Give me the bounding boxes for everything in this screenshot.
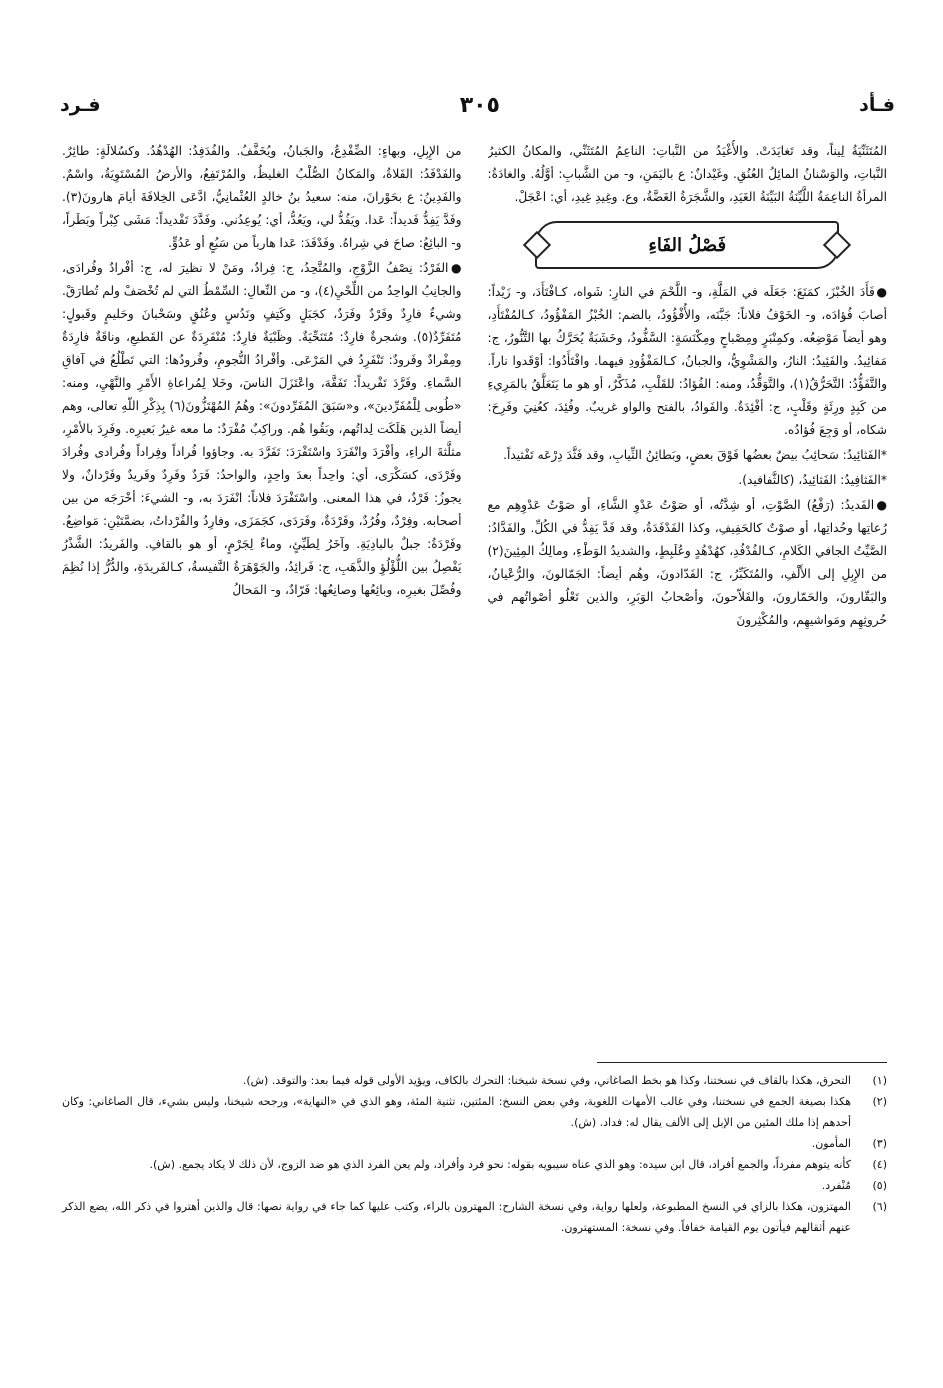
footnote	[62, 1070, 887, 1091]
footnote-divider	[597, 1062, 887, 1063]
page-number: ٣٠٥	[459, 92, 500, 118]
text-columns	[62, 140, 887, 1050]
entry-fard: ●الفَرْدُ: نِصْفُ الزَّوْجِ، والمُتَّحِدُ، ج: فِرادٌ، ومَنْ لا نظيرَ له، ج: أفْرادٌ وفُرادَى، والجانِبُ الواحِدُ من اللِّحْيِ(٤)، و- من النِّعالِ: السِّمْطُ التي لم تُخْصَفْ ولم تُطارَقْ. وشيءٌ فارِدٌ وفَرْدٌ وفَرَدٌ، كجَبَلٍ وكَتِفٍ ونَدُسٍ وعُنُقٍ وسَحْبانَ وحَليمٍ وقَبولٍ: مُتَفَرِّدٌ(٥). وشجرةٌ فارِدٌ: مُتَنَحِّيَةٌ. وظَبْيَةٌ فارِدٌ: مُنْفَرِدَةٌ عن القَطيعِ، وناقَةٌ فارِدَةٌ ومِفْرادٌ وفَرودٌ: تَنْفَرِدُ في المَرْعَى. وأفْرادُ النُّجومِ، وفُرودُها: التي تَطْلُعُ في آفاقِ السَّماءِ. وفَرَّدَ تَفْريداً: تَفَقَّهَ، واعْتَزَلَ الناسَ، وخَلا لِمُراعاةِ الأَمْرِ والنَّهْيِ، ومنه: «طُوبى لِلْمُفَرِّدينَ»، و«سَبَقَ المُفَرِّدونَ»: وهُمُ المُهْتَزُّونَ(٦) بِذِكْرِ اللّهِ تعالى، وهم أيضاً الذين هَلَكَت لِداتُهم، وبَقُوا هُم. وراكِبٌ مُفْرَدٌ: ما معه غيرُ بَعيرِه. وفَرِدَ بالأمْرِ، مثلَّثةَ الراءِ، وأفْرَدَ وانْفَرَدَ واسْتَفْرَدَ: تَفَرَّدَ به. وجاؤوا فُراداً وفِراداً وفُرادى وفُرادَ وفَرْدَى، كسَكْرَى، أي: واحِداً بعدَ واحِدٍ، والواحدُ: فَرَدٌ وفَرِدٌ وفَريدٌ وفَرْدانٌ، ولا يجوزُ: فَرْدٌ، في هذا المعنى. واسْتَفْرَدَ فلاناً: انْفَرَدَ به، و- الشيءَ: أخْرَجَه من بين أصحابه. وفِرْدٌ، وفُرُدٌ، وفَرْدَةٌ، وفَرَدَى، كجَمَزَى، وفارِدُ والفُرْداتُ، بضمَّتَيْنِ: مَواضِعُ. وفَرْدَةُ: جبلٌ بالبادِيَةِ. وآخَرُ لِطَيِّئٍ، وماءٌ لِجَرْمٍ، أو هو بالقافِ. والفَريدُ: الشَّذْرُ يَفْصِلُ بين اللُّؤْلُؤِ والذَّهَبِ، ج: فَرائِدُ، والجَوْهَرَةُ النَّفيسةُ، كـالفَريدَةِ، والدُّرُّ إذا نُظِمَ وفُصِّلَ بغيرِه، وبائِعُها وصانِعُها: فَرّادٌ، و- المَحالُ	[62, 261, 462, 597]
footnote-number: (٤)	[872, 1158, 887, 1171]
footnote-number: (٥)	[872, 1179, 887, 1192]
footnote	[62, 1175, 887, 1196]
footnote	[62, 1196, 887, 1238]
left-column	[62, 140, 462, 1050]
footnotes	[62, 1070, 887, 1238]
entry-fathafid: *الفَثافِيدُ: الفَثائِيدُ، (كالثَّفافيد).	[738, 473, 887, 487]
header-root-left: فـرد	[60, 94, 101, 116]
right-column-intro: المُتَثَنِّيَةُ لِيناً، وقد تَغايَدَتْ. والأُغْيَدُ من النَّباتِ: الناعِمُ المُتَثَنِّي، والمكانُ الكثيرُ النَّباتِ، والوَسْنانُ المائِلُ العُنُقِ. وغَيْدانٌ: ع باليَمَنِ، و- من الشَّبابِ: أوَّلُهُ. والغادَةُ: المرأةُ الناعِمَةُ اللَّيِّنَةُ البَيِّنَةُ الغَيَدِ، والشَّجَرَةُ الغَضَّةُ، وع. وغِيدِ غِيدِ، أي: اعْجَلْ.	[487, 144, 887, 204]
section-title: فَصْلُ الفَاءِ	[648, 234, 727, 256]
entry-fathaid: *الفَثائِيدُ: سَحائِبُ بيضٌ بعضُها فَوْقَ بعضٍ، وبَطائِنُ الثِّيابِ، وقد فَثَّدَ دِرْعَه تَفْثيداً.	[503, 448, 887, 462]
footnote-text: المهتزون، هكذا بالزاي في النسخ المطبوعة، ولعلها رواية، وفي نسخة الشارح: المهترون بالراء، وكتب عليها كما جاء في رواية نصها: قال والذين أهتروا في ذكر الله، يضع الذكر عنهم أثقالهم فيأتون يوم القيامة خفافاً. وفي نسخة: المستهترون.	[62, 1200, 851, 1234]
footnote	[62, 1091, 887, 1133]
entry-fadid: ●الفَديدُ: (رَفْعُ) الصَّوْتِ، أو شِدَّتُه، أو صَوْتُ عَدْوِ الشَّاءِ، أو صَوْتُ عَدْوِهِم مع رُعاتِها وحُداتِها، أو صوْتٌ كالحَفِيفِ، وكذا الفَدْفَدَةُ، وقد فَدَّ يَفِدُّ في الكُلِّ. والفَدَّادُ: الصَّيِّتُ الجافي الكَلامِ، كـالفُدْفُدِ، كهُدْهُدٍ وعُلَبِطٍ، والشديدُ الوَطْءِ، ومالِكُ المِئِينَ(٢) من الإِبِلِ إلى الأَلْفِ، والمُتَكَبِّرُ، ج: الفَدّادونَ، وهُم أيضاً: الجَمّالونَ، والرُّعْيانُ، والبَقّارونَ، والحَمّارونَ، والفَلاّحونَ، وأصْحابُ الوَبَرِ، والذين تَعْلُو أصْواتُهم في حُروثِهِم ومَواشيهِم، والمُكْثِرونَ	[487, 498, 887, 627]
footnote-text: مُنْفرد.	[821, 1179, 851, 1192]
footnote-number: (٢)	[872, 1095, 887, 1108]
footnote-number: (٦)	[872, 1200, 887, 1213]
footnote-number: (٣)	[872, 1137, 887, 1150]
left-column-intro: من الإِبِلِ، وبهاءٍ: الضِّفْدِعُ، والجَبانُ، ويُخَفَّفُ. والفُدَفِدُ: الهُدْهُدُ. وكسُلالَةٍ: طائِرٌ. والفَدْفَدُ: الفَلاةُ، والمَكانُ الصُّلْبُ الغليظُ، والمُرْتَفِعُ، والأرضُ المُسْتَوِيَةُ، واسْمٌ. والفَدِينُ: ع بحَوْرانَ، منه: سعيدُ بنُ خالدٍ العُثْمانِيُّ، ادَّعَى الخِلافَةَ أيامَ هارونَ(٣). وفَدَّ يَفِدُّ فَديداً: عَدا. ويَفُدُّ لي، ويَعُدُّ، أي: يُوعِدُني. وفَدَّدَ تَفْديداً: مَشَى كِبْراً وبَطَراً، و- البائِعُ: صاحَ في شِراهُ. وفَدْفَدَ: عَدا هارباً من سَبُعٍ أو عَدُوٍّ.	[62, 144, 462, 250]
footnote-text: هكذا بصيغة الجمع في نسختنا، وفي غالب الأمهات اللغوية، وفي بعض النسخ: المئتين، تثنية المئة، وهو الذي في «النهاية»، ورجحه شيخنا، وليس بشيء، قال الصاغاني: وكان أحدهم إذا ملك المئين من الإبل إلى الألف يقال له: فداد. (ش).	[62, 1095, 851, 1129]
footnote	[62, 1154, 887, 1175]
footnote-text: المأمون.	[811, 1137, 851, 1150]
footnote-text: التحرق، هكذا بالقاف في نسختنا، وكذا هو بخط الصاغاني، وفي نسخة شيخنا: التحرك بالكاف، ويؤيد الأولى قوله فيما بعد: والتوقد. (ش).	[242, 1074, 851, 1087]
page-header	[60, 88, 895, 122]
entry-faad: ●فَأَدَ الخُبْزَ، كمَنَعَ: جَعَلَه في المَلَّةِ، و- اللَّحْمَ في النارِ: شَواه، كـافْتَأَدَ، و- زَيْداً: أصابَ فُؤادَه، و- الخَوْفُ فلاناً: جَبَّنَه، والأُفْؤُودُ، بالضم: الخُبْزُ المَفْؤُودُ، كـالمُفْتَأَدِ، وهو أيضاً مَوْضِعُه. وكمِنْبَرٍ ومِصْباحٍ ومِكْنَسَةٍ: السَّفُّودُ، وخَشَبَةٌ يُحَرَّكُ بها التَّنُّورُ، ج: مَفائِيدُ. والفَئِيدُ: النارُ، والمَشْوِيُّ، والجبانُ، كـالمَفْؤُودِ فيهما. وافْتَأَدُوا: أوْقَدوا ناراً. والتَّفَؤُّدُ: التَّحَرُّقُ(١)، والتَّوَقُّدُ، ومنه: الفُؤادُ: للقَلْبِ، مُذَكَّرٌ، أو هو ما يَتَعَلَّقُ بالمَرِيءِ من كَبِدٍ ورِئَةٍ وقَلْبٍ، ج: أفْئِدَةٌ. والفَوادُ، بالفتح والواو غريبٌ. وفُئِدَ، كعُنِيَ وفَرِحَ: شكاه، أو وَجِعَ فُؤادُه.	[487, 285, 887, 437]
footnote-number: (١)	[872, 1074, 887, 1087]
right-column	[488, 140, 888, 1050]
header-root-right: فـأد	[859, 94, 895, 116]
section-title-box	[535, 221, 839, 269]
footnote	[62, 1133, 887, 1154]
footnote-text: كأنه يتوهم مفرداً، والجمع أفراد، قال ابن سيده: وهو الذي عناه سيبويه بقوله: نحو فرد وأفراد، ولم يعن الفرد الذي هو ضد الزوج، لأن ذلك لا يكاد يجمع. (ش).	[149, 1158, 851, 1171]
